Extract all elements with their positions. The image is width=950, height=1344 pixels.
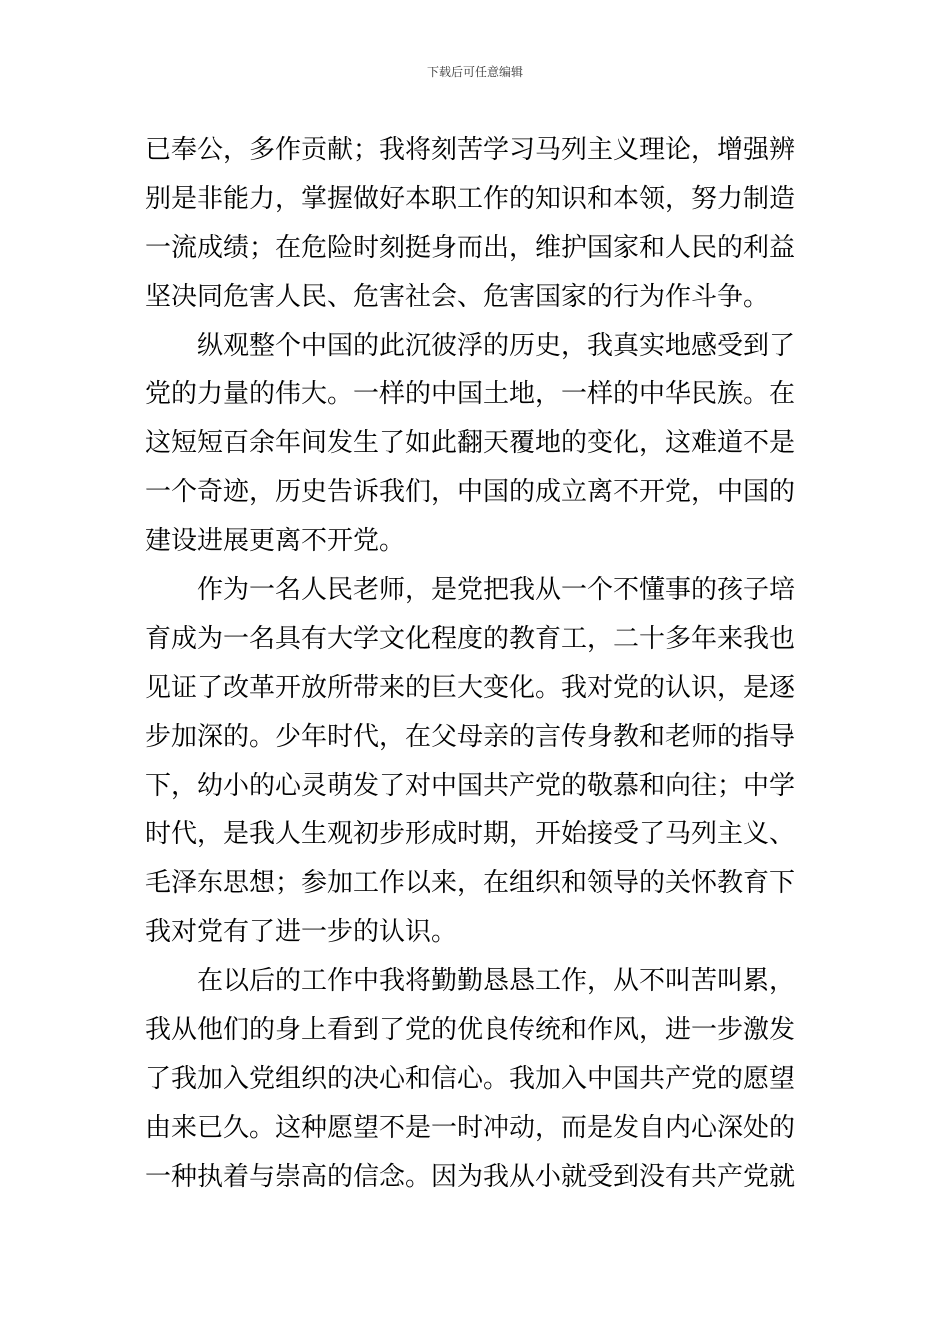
text-line: 一种执着与崇高的信念。因为我从小就受到没有共产党就 [145,1161,796,1192]
text-line: 纵观整个中国的此沉彼浮的历史，我真实地感受到了 [197,330,796,361]
text-line: 别是非能力，掌握做好本职工作的知识和本领，努力制造 [145,183,796,214]
text-line: 时代，是我人生观初步形成时期，开始接受了马列主义、 [145,819,796,850]
text-line: 在以后的工作中我将勤勤恳恳工作，从不叫苦叫累， [197,966,796,997]
text-line: 坚决同危害人民、危害社会、危害国家的行为作斗争。 [145,281,770,312]
text-line: 这短短百余年间发生了如此翻天覆地的变化，这难道不是 [145,428,796,459]
text-line: 作为一名人民老师，是党把我从一个不懂事的孩子培 [197,575,796,606]
text-line: 我对党有了进一步的认识。 [145,917,458,948]
text-line: 已奉公，多作贡献；我将刻苦学习马列主义理论，增强辨 [145,135,796,165]
text-line: 步加深的。少年时代，在父母亲的言传身教和老师的指导 [145,721,796,752]
page-header: 下载后可任意编辑 [426,65,523,79]
text-line: 由来已久。这种愿望不是一时冲动，而是发自内心深处的 [145,1112,796,1143]
text-line: 党的力量的伟大。一样的中国土地，一样的中华民族。在 [145,379,796,410]
text-line: 建设进展更离不开党。 [145,526,406,557]
text-line: 毛泽东思想；参加工作以来，在组织和领导的关怀教育下 [145,868,796,899]
body-text [145,126,813,1202]
text-line: 见证了改革开放所带来的巨大变化。我对党的认识，是逐 [145,672,796,703]
text-line: 育成为一名具有大学文化程度的教育工，二十多年来我也 [145,623,796,654]
text-line: 下，幼小的心灵萌发了对中国共产党的敬慕和向往；中学 [145,770,796,801]
text-line: 一个奇迹，历史告诉我们，中国的成立离不开党，中国的 [145,477,796,508]
text-line: 了我加入党组织的决心和信心。我加入中国共产党的愿望 [145,1063,796,1094]
text-line: 我从他们的身上看到了党的优良传统和作风，进一步激发 [145,1015,796,1046]
text-line: 一流成绩；在危险时刻挺身而出，维护国家和人民的利益 [145,232,796,263]
